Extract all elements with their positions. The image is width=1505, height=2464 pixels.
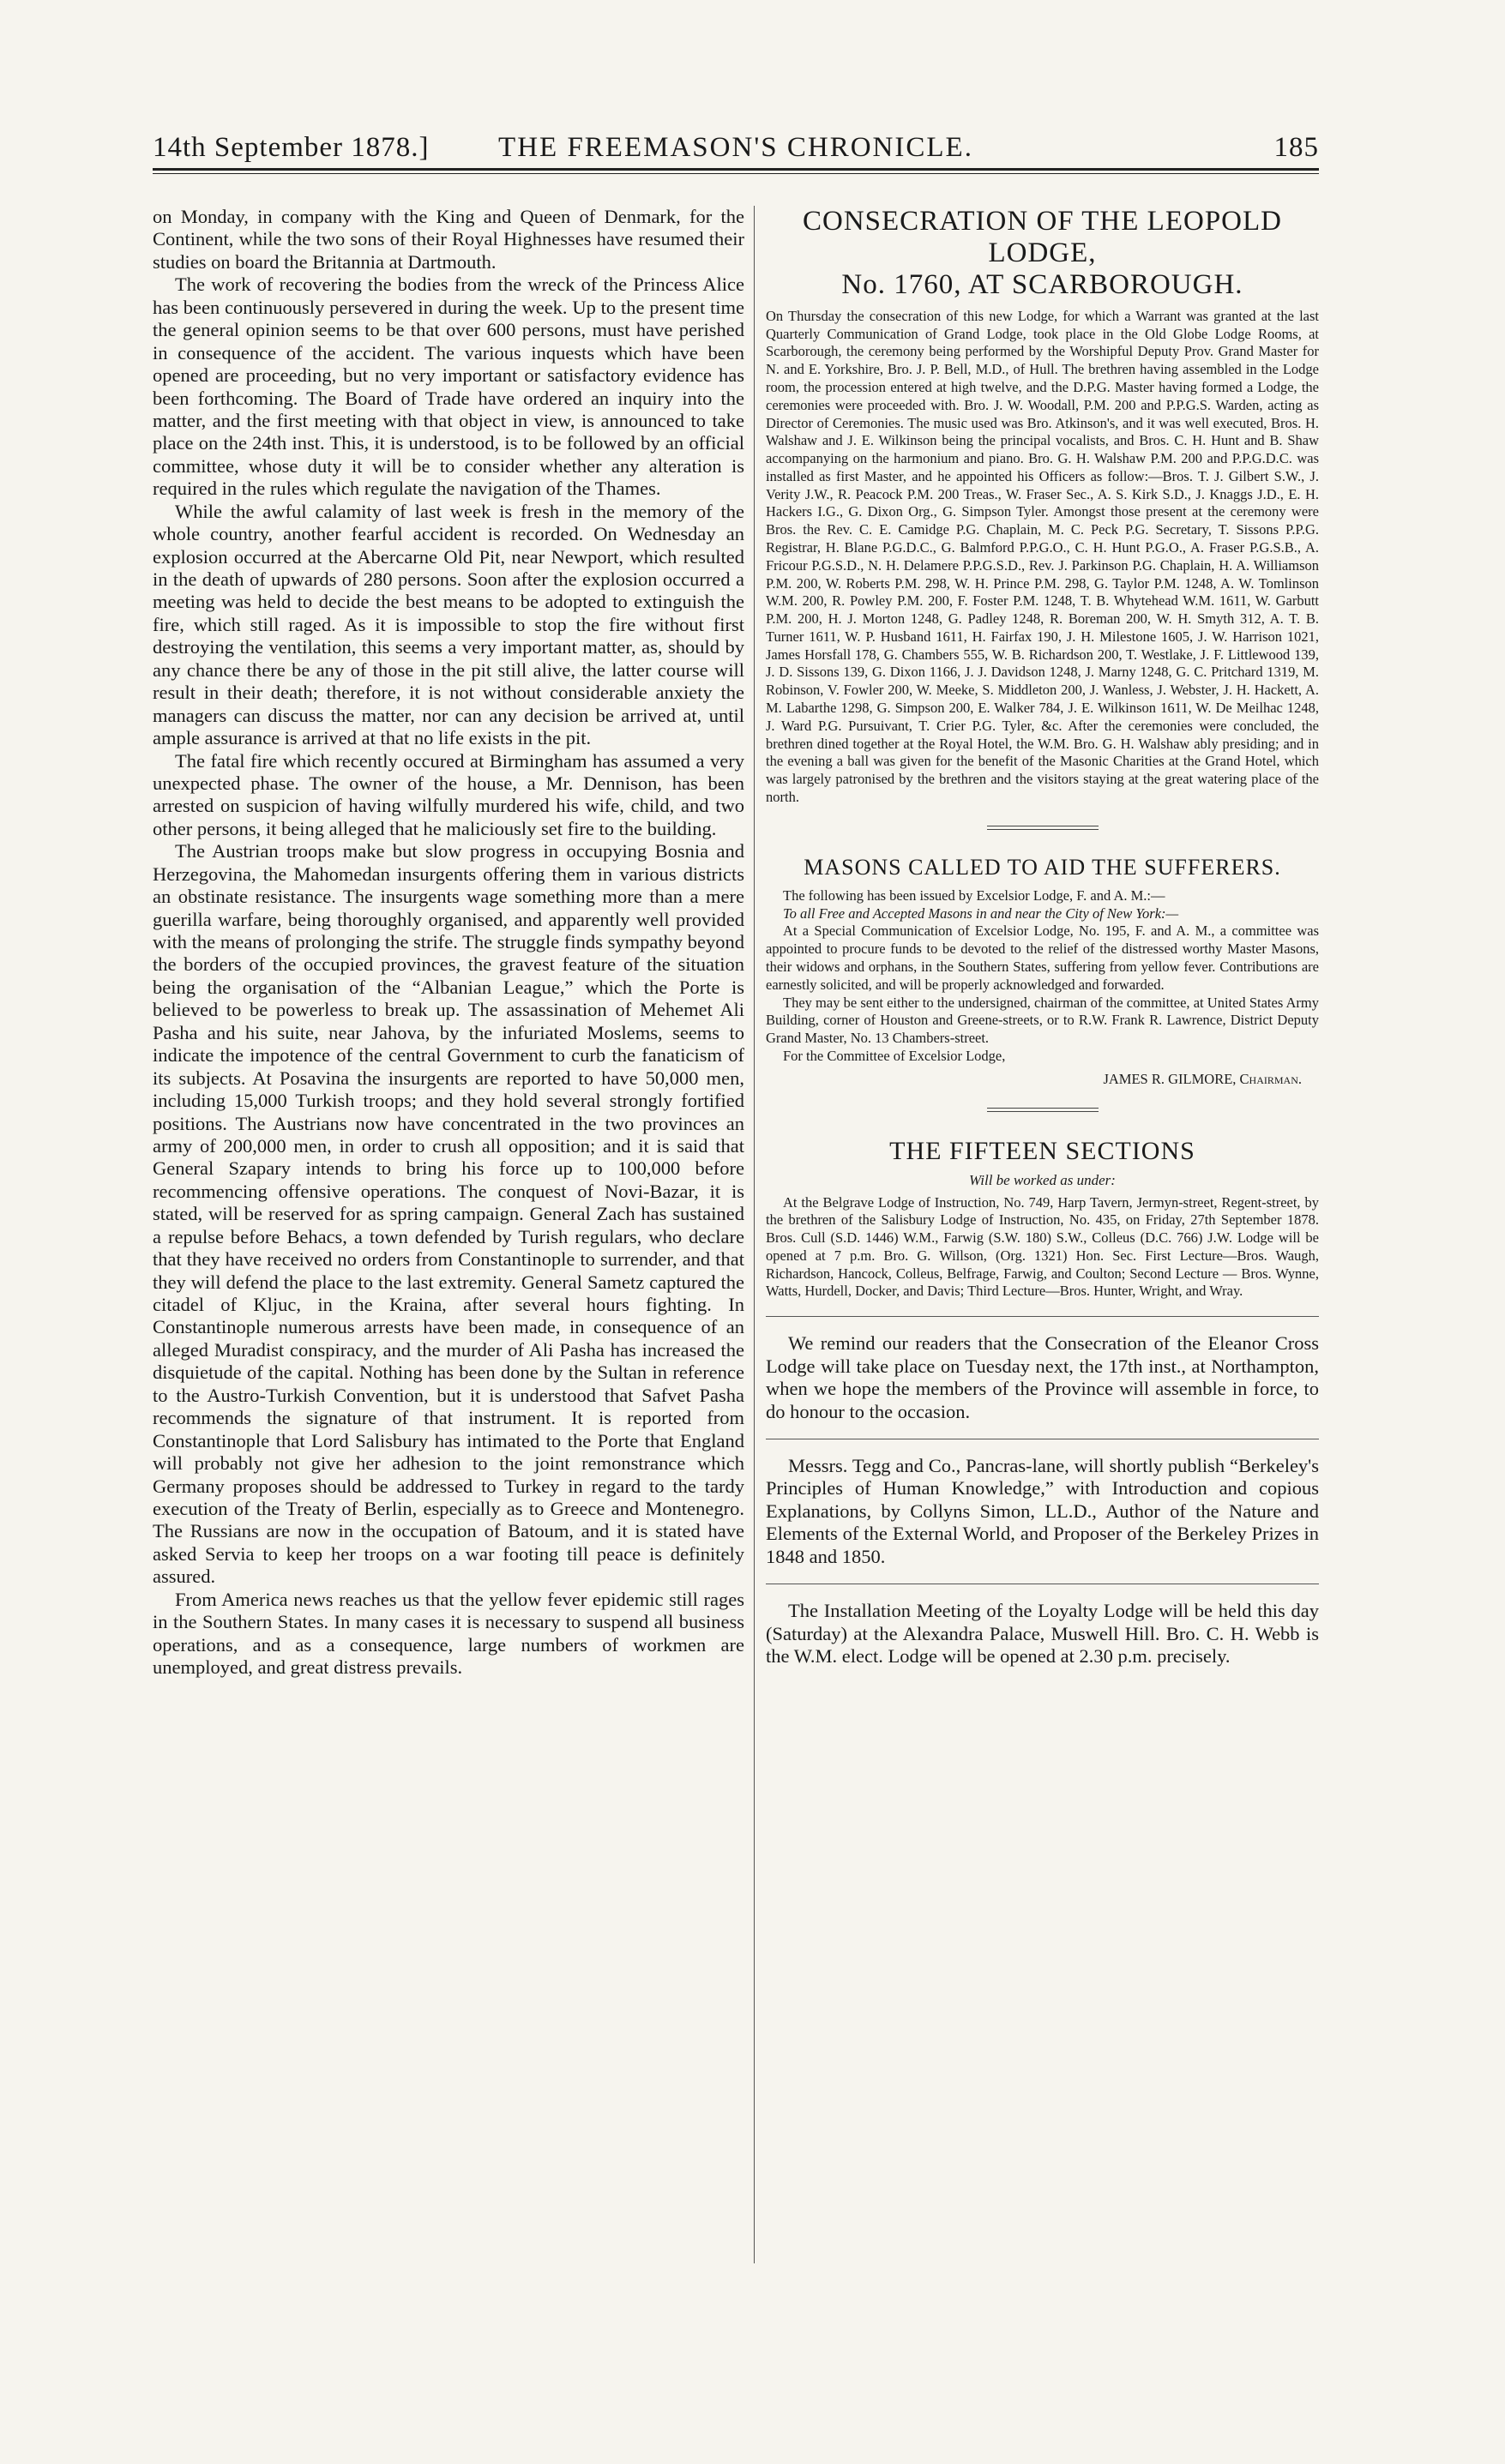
notice-paragraph: Messrs. Tegg and Co., Pancras-lane, will shortly publish “Berkeley's Principles of Human Knowledge,” with Introduction and copious Explanations, by Collyns Simon, LL.D., Author of the Nature and Elements of the External World, and Proposer of the Berkeley Prizes in 1848 and 1850. [766, 1454, 1319, 1567]
consecration-body: On Thursday the consecration of this new Lodge, for which a Warrant was granted at the last Quarterly Communication of Grand Lodge, took place in the Old Globe Lodge Rooms, at Scarborough, the ceremony being performed by the Worshipful Deputy Prov. Grand Master for N. and E. Yorkshire, Bro. J. P. Bell, M.D., of Hull. The brethren having assembled in the Lodge room, the procession entered at high twelve, and the D.P.G. Master having formed a Lodge, the ceremonies were proceeded with. Bro. J. W. Woodall, P.M. 200 and P.P.G.S. Warden, acting as Director of Ceremonies. The music used was Bro. Atkinson's, and it was well executed, Bros. H. Walshaw and J. E. Wilkinson being the principal vocalists, and Bros. C. H. Hunt and B. Shaw accompanying on the harmonium and piano. Bro. G. H. Walshaw P.M. 200 and P.P.G.D.C. was installed as first Master, and he appointed his Officers as follow:—Bros. T. J. Gilbert S.W., J. Verity J.W., R. Peacock P.M. 200 Treas., W. Fraser Sec., A. S. Kirk S.D., J. Knaggs J.D., E. H. Hackers I.G., G. Dixon Org., G. Simpson Tyler. Amongst those present at the ceremony were Bros. the Rev. C. E. Camidge P.G. Chaplain, M. C. Peck P.G. Secretary, T. Sissons P.P.G. Registrar, H. Blane P.G.D.C., G. Balmford P.P.G.O., C. H. Hunt P.G.O., A. Fraser P.G.S.B., A. Fricour P.G.S.D., N. H. Delamere P.P.G.S.D., Rev. J. Parkinson P.G. Chaplain, H. A. Williamson P.M. 200, W. Roberts P.M. 298, W. H. Prince P.M. 298, G. Taylor P.M. 1248, A. W. Tomlinson W.M. 200, R. Powley P.M. 200, F. Foster P.M. 1248, T. B. Whytehead W.M. 1611, W. Garbutt P.M. 200, H. J. Morton 1248, G. Padley 1248, R. Boreman 200, W. H. Smyth 312, A. T. B. Turner 1611, W. P. Husband 1611, H. Fairfax 190, J. H. Milestone 1605, J. W. Harrison 1021, James Horsfall 178, G. Chambers 555, W. B. Richardson 200, T. Westlake, J. F. Littlewood 139, J. D. Sissons 139, G. Dixon 1166, J. J. Davidson 1248, J. Marny 1248, G. C. Pritchard 1319, M. Robinson, V. Fowler 200, W. Meeke, S. Middleton 200, J. Wanless, J. Webster, J. H. Hackett, A. M. Labarthe 1298, G. Simpson 200, E. Walker 784, J. E. Wilkinson 1611, W. De Meilhac 1248, J. Ward P.G. Pursuivant, T. Crier P.G. Tyler, &c. After the ceremonies were concluded, the brethren dined together at the Royal Hotel, the W.M. Bro. G. H. Walshaw ably presiding; and in the evening a ball was given for the benefit of the Masonic Charities at the Grand Hotel, which was largely patronised by the brethren and the visitors staying at the great watering place of the north. [766, 307, 1319, 805]
news-paragraph: The Austrian troops make but slow progress in occupying Bosnia and Herzegovina, the Mahomedan insurgents offering them in various districts an obstinate resistance. The insurgents wage something more than a mere guerilla warfare, being thoroughly organised, and apparently well provided with the means of prolonging the strife. The struggle finds sympathy beyond the borders of the occupied provinces, the gravest feature of the situation being the organisation of the “Albanian League,” which the Porte is believed to be powerless to break up. The assassination of Mehemet Ali Pasha and his suite, near Jahova, by the infuriated Moslems, seems to indicate the impotence of the central Government to curb the fanaticism of its subjects. At Posavina the insurgents are reported to have 50,000 men, including 15,000 Turkish troops; and they hold several strongly fortified positions. The Austrians now have concentrated in the two provinces an army of 200,000 men, in order to crush all opposition; and it is said that General Szapary intends to bring his force up to 100,000 before recommencing offensive operations. The conquest of Novi-Bazar, it is stated, will be reserved for as spring campaign. General Zach has sustained a repulse before Behacs, a town defended by Turish regulars, who declare that they have received no orders from Constantinople to surrender, and that they will defend the place to the last extremity. General Sametz captured the citadel of Kljuc, in the Kraina, after several hours fighting. In Constantinople numerous arrests have been made, in consequence of an alleged Muradist conspiracy, and the murder of Ali Pasha has increased the disquietude of the capital. Nothing has been done by the Sultan in reference to the Austro-Turkish Convention, but it is understood that Safvet Pasha recommends the signature of that instrument. It is reported from Constantinople that Lord Salisbury has intimated to the Porte that England will probably not give her adhesion to the joint remonstrance which Germany proposes should be addressed to Turkey in regard to the tardy execution of the Treaty of Berlin, especially as to Greece and Montenegro. The Russians are now in the occupation of Batoum, and it is stated have asked Servia to keep her troops on a war footing till peace is definitely assured. [153, 840, 744, 1588]
header-rule [153, 168, 1319, 171]
fifteen-body: At the Belgrave Lodge of Instruction, No. 749, Harp Tavern, Jermyn-street, Regent-street, by the brethren of the Salisbury Lodge of Instruction, No. 435, on Friday, 27th September 1878. Bros. Cull (S.D. 1446) W.M., Farwig (S.W. 180) S.W., Colleus (D.C. 766) J.W. Lodge will be opened at 7 p.m. Bro. G. Willson, (Org. 1321) Hon. Sec. First Lecture—Bros. Waugh, Richardson, Hancock, Colleus, Belfrage, Farwig, and Coulton; Second Lecture — Bros. Wynne, Watts, Hurdell, Docker, and Davis; Third Lecture—Bros. Hunter, Wright, and Wray. [766, 1193, 1319, 1300]
masons-signature: JAMES R. GILMORE, Chairman. [1103, 1070, 1302, 1087]
fifteen-heading: THE FIFTEEN SECTIONS [889, 1136, 1195, 1165]
section-divider [987, 1111, 1099, 1112]
masons-body: At a Special Communication of Excelsior Lodge, No. 195, F. and A. M., a committee was appointed to procure funds to be devoted to the relief of the distressed worthy Master Masons, their widows and orphans, in the Southern States, suffering from yellow fever. Contributions are earnestly solicited, and will be properly acknowledged and forwarded. [766, 922, 1319, 993]
header-date: 14th September 1878.] [153, 132, 430, 163]
header-title: THE FREEMASON'S CHRONICLE. [498, 132, 973, 163]
masons-body: They may be sent either to the undersigned, chairman of the committee, at United States Army Building, corner of Houston and Greene-streets, or to R.W. Frank R. Lawrence, District Deputy Grand Master, No. 13 Chambers-street. [766, 994, 1319, 1047]
news-paragraph: The fatal fire which recently occured at Birmingham has assumed a very unexpected phase. The owner of the house, a Mr. Dennison, has been arrested on suspicion of having wilfully murdered his wife, child, and two other persons, it being alleged that he maliciously set fire to the building. [153, 749, 744, 839]
news-paragraph: The work of recovering the bodies from the wreck of the Princess Alice has been continuously persevered in during the week. Up to the present time the general opinion seems to be that over 600 persons, must have perished in consequence of the accident. The various inquests which have been opened are proceeding, but no very important or satisfactory evidence has been forthcoming. The Board of Trade have ordered an inquiry into the matter, and the first meeting with that object in view, is announced to take place on the 24th inst. This, it is understood, is to be followed by an official committee, whose duty it will be to consider whether any alteration is required in the rules which regulate the navigation of the Thames. [153, 273, 744, 500]
right-column [766, 206, 1319, 1668]
section-divider [987, 1108, 1099, 1109]
consecration-subheading: No. 1760, AT SCARBOROUGH. [841, 268, 1243, 300]
fifteen-subheading: Will be worked as under: [969, 1171, 1116, 1188]
notice-divider [766, 1316, 1319, 1317]
column-divider [754, 206, 755, 2263]
news-paragraph: While the awful calamity of last week is fresh in the memory of the whole country, another fearful accident is recorded. On Wednesday an explosion occurred at the Abercarne Old Pit, near Newport, which resulted in the death of upwards of 280 persons. Soon after the explosion occurred a meeting was held to decide the best means to be adopted to extinguish the fire, which still raged. As it is impossible to stop the fire without first destroying the ventilation, this seems a very important matter, as, should by any chance there be any of those in the pit still alive, the latter course will result in their death; therefore, it is not without considerable anxiety the managers can discuss the matter, nor can any decision be arrived at, until ample assurance is arrived at that no life exists in the pit. [153, 500, 744, 749]
masons-address: To all Free and Accepted Masons in and near the City of New York:— [783, 904, 1179, 922]
masons-heading: MASONS CALLED TO AID THE SUFFERERS. [804, 854, 1281, 880]
masons-intro: The following has been issued by Excelsior Lodge, F. and A. M.:— [783, 886, 1165, 904]
masons-closing: For the Committee of Excelsior Lodge, [783, 1047, 1006, 1064]
notice-paragraph: We remind our readers that the Consecration of the Eleanor Cross Lodge will take place on Tuesday next, the 17th inst., at Northampton, when we hope the members of the Province will assemble in force, to do honour to the occasion. [766, 1332, 1319, 1422]
news-paragraph: From America news reaches us that the yellow fever epidemic still rages in the Southern States. In many cases it is necessary to suspend all business operations, and as a consequence, large numbers of workmen are unemployed, and great distress prevails. [153, 1588, 744, 1678]
consecration-heading: CONSECRATION OF THE LEOPOLD LODGE, [803, 206, 1282, 268]
page-number: 185 [1273, 132, 1319, 163]
left-column [153, 206, 744, 1679]
header-rule-thin [153, 173, 1319, 174]
section-divider [987, 829, 1099, 830]
running-header [153, 129, 1319, 171]
news-paragraph: on Monday, in company with the King and Queen of Denmark, for the Continent, while the two sons of their Royal Highnesses have resumed their studies on board the Britannia at Dartmouth. [153, 206, 744, 273]
notice-paragraph: The Installation Meeting of the Loyalty Lodge will be held this day (Saturday) at the Alexandra Palace, Muswell Hill. Bro. C. H. Webb is the W.M. elect. Lodge will be opened at 2.30 p.m. precisely. [766, 1600, 1319, 1668]
